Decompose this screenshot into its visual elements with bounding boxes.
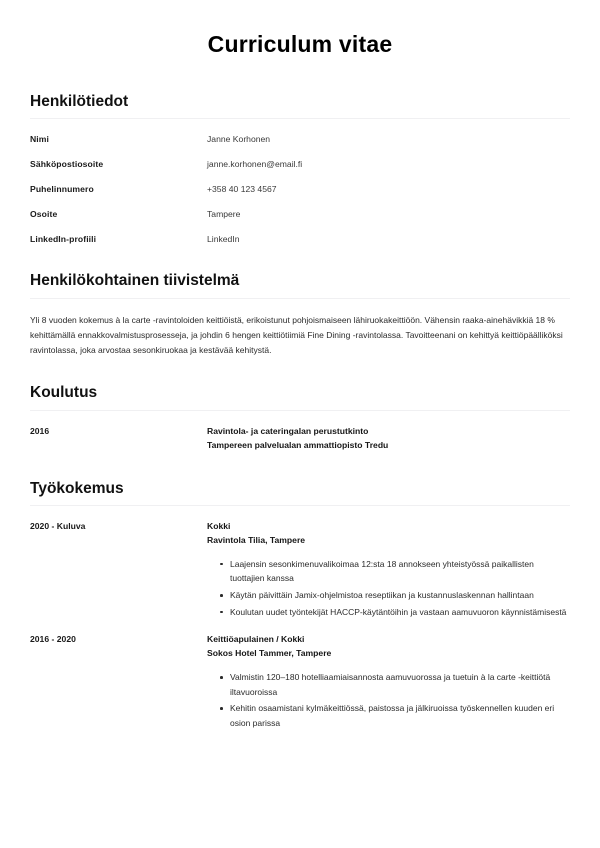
experience-entry [30, 520, 570, 619]
personal-detail-row [30, 208, 570, 220]
section-divider [30, 118, 570, 119]
experience-responsibility-list [207, 557, 570, 619]
section-heading-work-experience: Työkokemus [30, 479, 124, 497]
education-details [207, 425, 570, 453]
list-item: Käytän päivittäin Jamix-ohjelmistoa reseptiikan ja kustannuslaskennan hallintaan [220, 588, 570, 603]
personal-detail-value: janne.korhonen@email.fi [207, 159, 303, 170]
experience-employer: Ravintola Tilia, Tampere [207, 534, 306, 545]
experience-details [207, 520, 570, 619]
list-item: Valmistin 120–180 hotelliaamiaisannosta aamuvuorossa ja tuetuin à la carte -keittiötä iltavuoroissa [220, 670, 570, 699]
section-divider [30, 298, 570, 299]
personal-detail-label: Puhelinnumero [30, 184, 94, 195]
personal-detail-label: Nimi [30, 134, 50, 145]
experience-employer: Sokos Hotel Tammer, Tampere [207, 648, 332, 659]
education-period: 2016 [30, 425, 50, 436]
section-heading-education: Koulutus [30, 384, 98, 402]
personal-details-list [30, 133, 570, 245]
list-item: Kehitin osaamistani kylmäkeittiössä, paistossa ja jälkiruoissa työskennellen kuuden eri osion parissa [220, 701, 570, 730]
personal-detail-value: Janne Korhonen [207, 134, 271, 145]
section-personal-details [30, 92, 570, 246]
education-entry [30, 425, 570, 453]
experience-period: 2020 - Kuluva [30, 521, 86, 532]
section-work-experience [30, 479, 570, 731]
experience-job-title: Kokki [207, 521, 231, 532]
personal-detail-value: Tampere [207, 209, 241, 220]
personal-detail-row [30, 158, 570, 170]
section-divider [30, 505, 570, 506]
personal-summary-text: Yli 8 vuoden kokemus à la carte -ravintoloiden keittiöistä, erikoistunut pohjoismaiseen lähiruokakeittiöön. Vähensin raaka-ainehävikkiä 18 % kehittämällä ennakkovalmistusprosesseja, ja johdin 6 hengen keittiötiimiä Fine Dining -ravintolassa. Tavoitteenani on kehittyä keittiöpäälliköksi ravintolassa, joka arvostaa sesonkiruokaa ja kestävää kehitystä. [30, 314, 563, 355]
experience-entry [30, 633, 570, 730]
personal-detail-row [30, 183, 570, 195]
personal-detail-label: Sähköpostiosoite [30, 159, 104, 170]
education-institution: Tampereen palvelualan ammattiopisto Tredu [207, 439, 389, 450]
personal-detail-row [30, 233, 570, 245]
personal-detail-row [30, 133, 570, 145]
list-item: Koulutan uudet työntekijät HACCP-käytäntöihin ja vastaan aamuvuoron käynnistämisestä [220, 605, 570, 620]
experience-responsibility-list [207, 670, 570, 730]
personal-detail-label: LinkedIn-profiili [30, 234, 97, 245]
section-heading-personal-details: Henkilötiedot [30, 92, 129, 110]
experience-details [207, 633, 570, 730]
page-title: Curriculum vitae [207, 31, 393, 57]
education-degree: Ravintola- ja cateringalan perustutkinto [207, 425, 369, 436]
section-personal-summary [30, 271, 570, 357]
section-heading-personal-summary: Henkilökohtainen tiivistelmä [30, 272, 240, 290]
linkedin-profile-link[interactable]: LinkedIn [207, 234, 240, 245]
experience-job-title: Keittiöapulainen / Kokki [207, 634, 305, 645]
section-education [30, 383, 570, 452]
personal-detail-value: +358 40 123 4567 [207, 184, 277, 195]
list-item: Laajensin sesonkimenuvalikoimaa 12:sta 18 annokseen yhteistyössä paikallisten tuottajien kanssa [220, 557, 570, 586]
personal-detail-label: Osoite [30, 209, 58, 220]
section-divider [30, 410, 570, 411]
experience-period: 2016 - 2020 [30, 634, 76, 645]
